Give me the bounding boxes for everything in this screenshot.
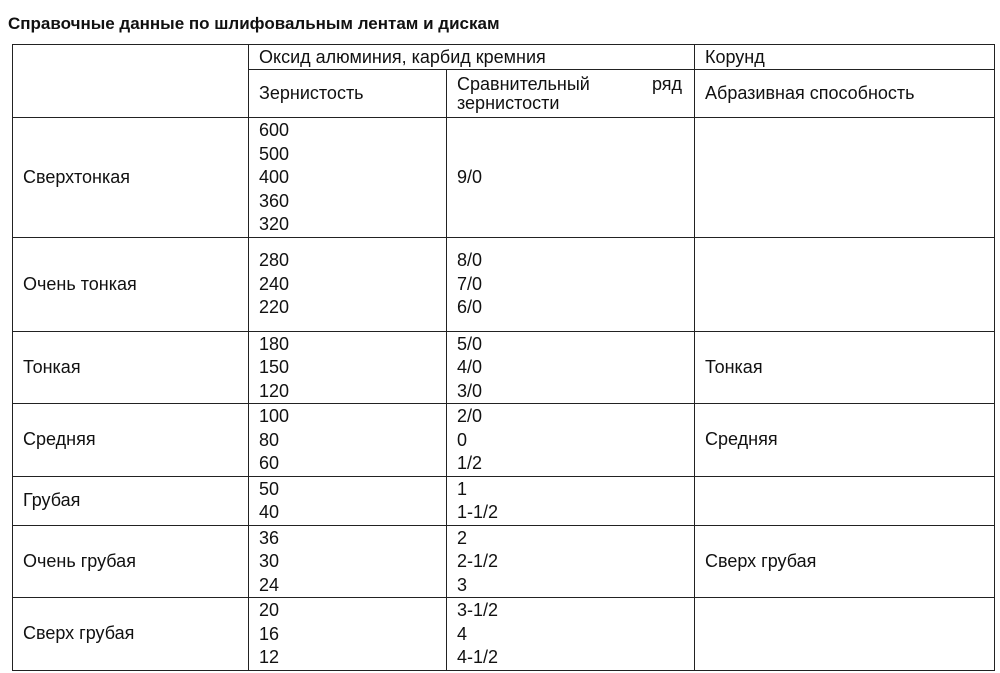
series-value: 2-1/2	[457, 551, 499, 571]
abrasive-ability-cell	[695, 118, 995, 238]
series-value: 5/0	[457, 333, 483, 354]
grit-cell	[249, 237, 447, 331]
header-grit: Зернистость	[249, 70, 447, 118]
page-title: Справочные данные по шлифовальным лентам и дискам	[8, 14, 500, 33]
header-abrasive-ability: Абразивная способность	[695, 70, 995, 118]
grit-value: 280	[259, 250, 290, 271]
table-row	[13, 525, 995, 598]
header-series-line1: Сравнительный ряд	[457, 73, 682, 94]
series-cell	[447, 237, 695, 331]
table-row	[13, 598, 995, 671]
grit-value: 50	[259, 478, 280, 499]
grit-value: 400	[259, 167, 290, 187]
table-body	[13, 118, 995, 671]
grit-value: 60	[259, 453, 280, 473]
category-cell: Средняя	[13, 404, 249, 477]
table-row	[13, 331, 995, 404]
grit-cell	[249, 331, 447, 404]
series-value: 1-1/2	[457, 502, 499, 522]
abrasive-ability-cell	[695, 237, 995, 331]
grit-cell	[249, 476, 447, 525]
series-value: 4	[457, 623, 468, 644]
abrasive-ability-cell	[695, 598, 995, 671]
series-value: 3/0	[457, 380, 483, 401]
series-cell	[447, 118, 695, 238]
series-cell	[447, 404, 695, 477]
header-empty-cell	[13, 45, 249, 118]
grit-value: 16	[259, 623, 280, 644]
series-cell	[447, 598, 695, 671]
grit-value: 220	[259, 297, 290, 318]
abrasive-ability-cell: Сверх грубая	[695, 525, 995, 598]
series-value: 7/0	[457, 273, 483, 294]
series-cell	[447, 331, 695, 404]
abrasive-ability-cell	[695, 476, 995, 525]
header-comparative-series	[447, 70, 695, 118]
grit-value: 500	[259, 143, 290, 164]
series-value: 3	[457, 574, 468, 595]
grit-value: 150	[259, 357, 290, 377]
grit-value: 24	[259, 574, 280, 595]
table-row	[13, 404, 995, 477]
category-cell: Грубая	[13, 476, 249, 525]
abrasive-ability-cell: Средняя	[695, 404, 995, 477]
grit-value: 12	[259, 647, 280, 667]
grit-value: 120	[259, 380, 290, 401]
series-value: 9/0	[457, 167, 483, 187]
category-cell: Сверх грубая	[13, 598, 249, 671]
series-cell	[447, 525, 695, 598]
grit-value: 80	[259, 429, 280, 450]
header-group-aluminium-oxide: Оксид алюминия, карбид кремния	[249, 45, 695, 70]
series-value: 4-1/2	[457, 647, 499, 667]
table-row	[13, 118, 995, 238]
category-cell: Очень грубая	[13, 525, 249, 598]
series-value: 4/0	[457, 357, 483, 377]
grit-value: 20	[259, 600, 280, 620]
grit-cell	[249, 525, 447, 598]
table-row	[13, 476, 995, 525]
series-value: 3-1/2	[457, 600, 499, 620]
grit-cell	[249, 598, 447, 671]
grit-value: 360	[259, 190, 290, 211]
series-value: 0	[457, 429, 468, 450]
series-cell	[447, 476, 695, 525]
category-cell: Сверхтонкая	[13, 118, 249, 238]
series-value: 6/0	[457, 297, 483, 318]
header-series-line2: зернистости	[457, 92, 560, 113]
grit-value: 240	[259, 273, 290, 294]
grit-value: 320	[259, 214, 290, 234]
grit-value: 36	[259, 527, 280, 548]
series-value: 2	[457, 527, 468, 548]
grit-cell	[249, 118, 447, 238]
grit-value: 100	[259, 406, 290, 426]
abrasive-reference-table	[12, 44, 995, 671]
grit-cell	[249, 404, 447, 477]
header-row-groups	[13, 45, 995, 70]
grit-value: 30	[259, 551, 280, 571]
grit-value: 180	[259, 333, 290, 354]
series-value: 1	[457, 478, 468, 499]
table-row	[13, 237, 995, 331]
grit-value: 40	[259, 502, 280, 522]
series-value: 2/0	[457, 406, 483, 426]
abrasive-ability-cell: Тонкая	[695, 331, 995, 404]
grit-value: 600	[259, 120, 290, 140]
header-group-corundum: Корунд	[695, 45, 995, 70]
series-value: 8/0	[457, 250, 483, 271]
category-cell: Тонкая	[13, 331, 249, 404]
series-value: 1/2	[457, 453, 483, 473]
category-cell: Очень тонкая	[13, 237, 249, 331]
